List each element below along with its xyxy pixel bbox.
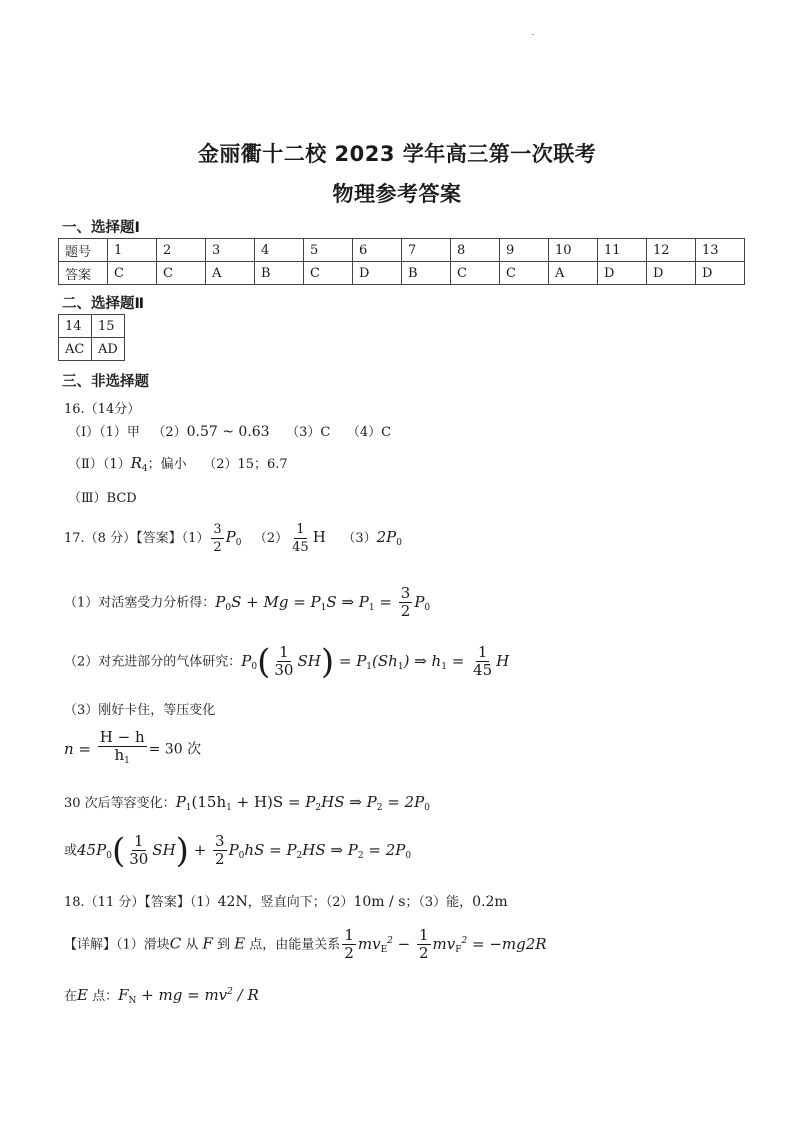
- answer-3-text: ；（3）能，: [405, 895, 473, 910]
- answer-1-direction: ，竖直向下；（2）: [247, 895, 354, 910]
- answer-2: （2）15；6.7: [203, 457, 288, 472]
- detail-text: 【详解】（1）滑块: [64, 937, 170, 953]
- q18-point-e: [64, 985, 259, 1006]
- q17-step1: [64, 585, 430, 620]
- detail-text: 点，由能量关系: [245, 937, 341, 953]
- equation: $P_0S + Mg = P_1S$ ⇒ $P_1$ = $\frac{3}{2}$ $P_0$: [215, 584, 431, 620]
- q17-n-equation: [64, 729, 201, 770]
- table-cell: 10: [549, 239, 598, 262]
- table-cell: 6: [353, 239, 402, 262]
- table-cell: AC: [59, 338, 92, 361]
- detail-text: 点：: [87, 989, 119, 1004]
- q17-step3: （3）刚好卡住，等压变化: [64, 703, 216, 718]
- row-label: 题号: [59, 239, 108, 262]
- subscript: 0: [235, 538, 242, 548]
- answer-1-rest: ；偏小: [147, 457, 187, 472]
- table-cell: C: [451, 262, 500, 285]
- table-cell: 14: [59, 315, 92, 338]
- q17-answer-line: [64, 521, 402, 556]
- answer: BCD: [106, 491, 137, 506]
- answer-3-value: 2P: [376, 528, 397, 546]
- equation: $P_1(15h_1 + H)S = P_2HS$ ⇒ $P_2 = 2P_0$: [175, 793, 430, 813]
- part-label: （Ⅲ）: [68, 491, 107, 506]
- table-cell: 13: [696, 239, 745, 262]
- detail-text: 在: [64, 989, 78, 1004]
- answer-3: （3）C: [286, 425, 331, 440]
- subscript: 0: [396, 538, 402, 548]
- section1-heading: 一、选择题Ⅰ: [62, 220, 140, 236]
- height-symbol: H: [312, 528, 326, 546]
- table-cell: A: [206, 262, 255, 285]
- step-text: （1）对活塞受力分析得：: [64, 595, 216, 611]
- detail-text: 到: [212, 937, 235, 953]
- section3-heading: 三、非选择题: [62, 374, 149, 390]
- table-cell: 2: [157, 239, 206, 262]
- table-row-numbers: [59, 315, 125, 338]
- part-label: （Ⅱ）: [68, 457, 103, 472]
- row-label: 答案: [59, 262, 108, 285]
- denominator: 45: [292, 540, 309, 555]
- table-cell: B: [402, 262, 451, 285]
- or-text: 或: [64, 843, 78, 859]
- table-cell: 7: [402, 239, 451, 262]
- q17-step2: [64, 641, 510, 682]
- answer-4: （4）C: [346, 425, 392, 440]
- table-cell: 8: [451, 239, 500, 262]
- table-cell: C: [304, 262, 353, 285]
- table-cell: C: [157, 262, 206, 285]
- table-cell: AD: [92, 338, 125, 361]
- block-symbol: C: [169, 934, 182, 953]
- part-label: （Ⅰ）: [68, 425, 100, 440]
- step-text: （2）对充进部分的气体研究：: [64, 654, 242, 670]
- q16-header: 16.（14分）: [64, 402, 141, 417]
- equation: $45P_0$( $\frac{1}{30}$ SH) + $\frac{3}{2}$ $P_0hS = P_2HS$ ⇒ $P_2 = 2P_0$: [77, 830, 412, 871]
- unit-text: = 30 次: [148, 741, 202, 758]
- answer-1-label: （1）: [102, 457, 131, 472]
- table-cell: 4: [255, 239, 304, 262]
- q18-header: 18.（11 分）【答案】（1）: [64, 895, 218, 910]
- answer-2-label: （2）: [152, 425, 187, 440]
- table-cell: 3: [206, 239, 255, 262]
- answer-2-value: 0.57 ~ 0.63: [186, 424, 270, 440]
- q17-header: 17.（8 分）【答案】（1）: [64, 531, 210, 546]
- table-row-answers: [59, 338, 125, 361]
- point-symbol: E: [77, 986, 88, 1004]
- point-symbol: F: [202, 934, 213, 953]
- q18-detail: [64, 927, 547, 962]
- table-cell: 9: [500, 239, 549, 262]
- answer-2-label: （2）: [253, 531, 289, 546]
- answer-1-symbol: R: [130, 454, 142, 472]
- table-cell: 15: [92, 315, 125, 338]
- table-row-answers: [59, 262, 745, 285]
- speck: [532, 34, 534, 35]
- detail-text: 从: [181, 937, 203, 953]
- table-cell: 12: [647, 239, 696, 262]
- denominator: 2: [213, 540, 222, 555]
- pressure-symbol: P: [225, 528, 236, 546]
- answer-1-value: 42N: [217, 894, 248, 910]
- table-cell: B: [255, 262, 304, 285]
- fraction: [211, 521, 223, 556]
- page-subtitle: 物理参考答案: [332, 182, 462, 206]
- q17-alternative: [64, 830, 412, 871]
- table-row-numbers: [59, 239, 745, 262]
- equation: $P_0$( $\frac{1}{30}$ $SH) = P_1(Sh_1)$ ⇒ $h_1$ = $\frac{1}{45}$ H: [241, 641, 510, 682]
- table-cell: D: [353, 262, 402, 285]
- answer-2-value: 10m / s: [353, 894, 406, 910]
- point-symbol: E: [234, 934, 246, 953]
- answer-3-value: 0.2m: [472, 894, 508, 910]
- table-cell: C: [108, 262, 157, 285]
- table-cell: A: [549, 262, 598, 285]
- section2-heading: 二、选择题Ⅱ: [62, 296, 145, 312]
- step-text: 30 次后等容变化：: [64, 796, 176, 811]
- answer-table-1: [58, 238, 745, 285]
- answer-1-subscript: 4: [141, 464, 148, 474]
- table-cell: C: [500, 262, 549, 285]
- table-cell: D: [696, 262, 745, 285]
- numerator: 1: [296, 522, 305, 537]
- q17-after30: [64, 792, 430, 813]
- numerator: 3: [213, 522, 222, 537]
- table-cell: D: [598, 262, 647, 285]
- table-cell: 1: [108, 239, 157, 262]
- q16-part3: [68, 487, 137, 506]
- answer-3-label: （3）: [342, 531, 377, 546]
- table-cell: 5: [304, 239, 353, 262]
- table-cell: 11: [598, 239, 647, 262]
- q18-answer-line: [64, 891, 508, 910]
- q16-part2: [68, 453, 288, 474]
- equation: n = $\frac{H - h}{h_1}$: [64, 728, 145, 766]
- answer-1: （1）甲: [99, 425, 140, 440]
- equation: $F_N$ + mg = $mv^2$ / R: [118, 986, 259, 1006]
- table-cell: D: [647, 262, 696, 285]
- equation: $\frac{1}{2}$ $mv_E^2$ − $\frac{1}{2}$ $mv_F^2 = -mg2R$: [344, 926, 547, 962]
- fraction: [290, 521, 311, 556]
- answer-table-2: [58, 314, 125, 361]
- page-title: 金丽衢十二校 2023 学年高三第一次联考: [197, 142, 597, 166]
- q16-part1: [68, 421, 391, 440]
